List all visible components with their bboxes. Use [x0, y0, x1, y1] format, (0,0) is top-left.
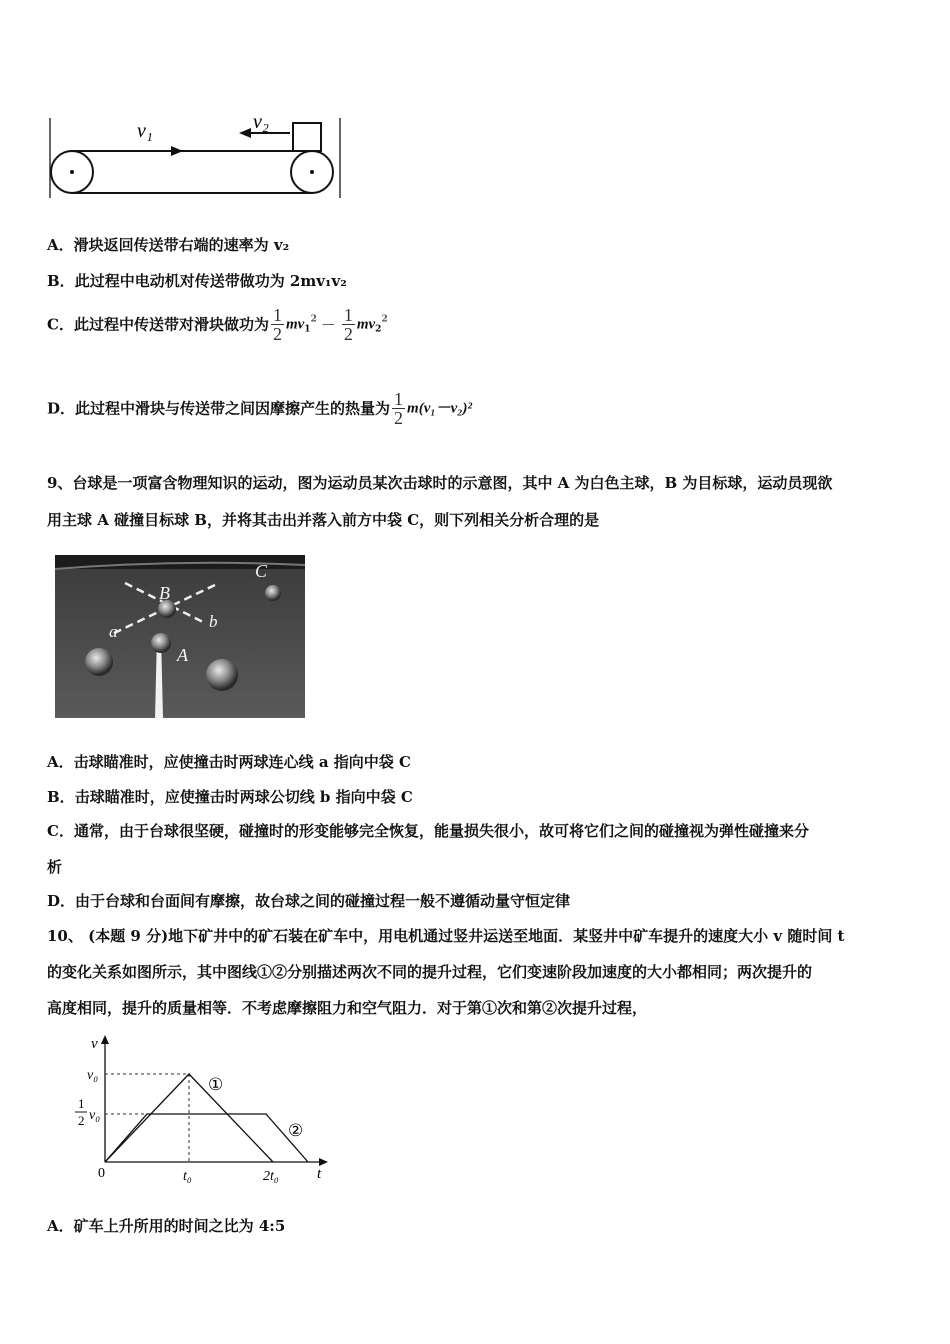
- q8-option-b: [47, 271, 347, 291]
- y-tick-v0: v₀: [87, 1068, 99, 1083]
- y-axis-label: v: [91, 1036, 98, 1052]
- option-text: 击球瞄准时，应使撞击时两球公切线 b 指向中袋 C: [74, 788, 413, 806]
- option-letter: B．: [47, 788, 75, 806]
- option-text: 由于台球和台面间有摩擦，故台球之间的碰撞过程一般不遵循动量守恒定律: [75, 892, 571, 910]
- x-tick-t0: t₀: [183, 1169, 192, 1184]
- option-letter: A．: [47, 236, 74, 254]
- q8-option-c: C．此过程中传送带对滑块做功为 $\frac{1}{2}$ $mv_1^2$ － $\frac{1}{2}$ $mv_2^2$: [47, 305, 388, 344]
- fraction-half: $\frac{1}{2}$: [272, 305, 282, 344]
- curve-2-label: ②: [288, 1121, 304, 1140]
- option-text: 击球瞄准时，应使撞击时两球连心线 a 指向中袋 C: [73, 753, 411, 771]
- option-text: 矿车上升所用的时间之比为 4:5: [73, 1217, 286, 1235]
- v2-arrowhead: [239, 128, 251, 138]
- option-letter: C．: [47, 315, 74, 334]
- option-letter: A．: [47, 753, 74, 771]
- v2-label: v₂: [253, 111, 269, 133]
- ball-left: [85, 648, 113, 676]
- label-a-line: a: [109, 622, 118, 641]
- label-b-line: b: [209, 612, 218, 631]
- y-tick-half-num: 1: [78, 1096, 85, 1111]
- option-text: 此过程中电动机对传送带做功为 2mv₁v₂: [74, 272, 347, 290]
- v1-label: v₁: [137, 120, 153, 142]
- q10-stem-line1: 10、 (本题 9 分)地下矿井中的矿石装在矿车中，用电机通过竖井运送至地面．某竖井中矿车提升的速度大小 v 随时间 t: [47, 927, 845, 945]
- q9-option-c: [47, 821, 809, 841]
- option-prefix: 此过程中传送带对滑块做功为: [73, 315, 269, 334]
- option-letter: C．: [47, 822, 74, 840]
- x-axis-label: t: [317, 1166, 322, 1182]
- q9-stem-line2: 用主球 A 碰撞目标球 B，并将其击出并落入前方中袋 C，则下列相关分析合理的是: [47, 511, 600, 529]
- label-a-ball: A: [177, 645, 188, 665]
- fraction-half: $\frac{1}{2}$: [343, 305, 353, 344]
- q9-option-d: [47, 891, 570, 911]
- vt-graph: [47, 1032, 337, 1190]
- billiards-photo: [55, 555, 305, 718]
- origin-label: 0: [98, 1166, 105, 1181]
- option-text: 滑块返回传送带右端的速率为 v₂: [73, 236, 290, 254]
- q8-option-d: D．此过程中滑块与传送带之间因摩擦产生的热量为 $\frac{1}{2}$ m(v₁－v₂)²: [47, 389, 472, 428]
- q9-stem-line1: 9、台球是一项富含物理知识的运动，图为运动员某次击球时的示意图，其中 A 为白色主球，B 为目标球，运动员现欲: [47, 474, 833, 492]
- option-letter: D．: [47, 399, 76, 418]
- option-text: 通常，由于台球很坚硬，碰撞时的形变能够完全恢复，能量损失很小，故可将它们之间的碰撞视为弹性碰撞来分: [73, 822, 809, 840]
- q10-option-a: [47, 1216, 285, 1236]
- fraction-half: $\frac{1}{2}$: [394, 389, 404, 428]
- q9-option-c-cont: 析: [47, 858, 63, 876]
- option-letter: D．: [47, 892, 76, 910]
- slider-block: [293, 123, 321, 151]
- option-letter: B．: [47, 272, 75, 290]
- ball-right: [206, 659, 238, 691]
- x-tick-2t0: 2t₀: [263, 1169, 279, 1184]
- ball-far: [265, 585, 281, 601]
- q8-option-a: [47, 235, 289, 255]
- label-c: C: [255, 561, 268, 581]
- ball-a: [151, 633, 171, 653]
- option-letter: A．: [47, 1217, 74, 1235]
- y-tick-half-var: v₀: [89, 1108, 101, 1123]
- option-prefix: 此过程中滑块与传送带之间因摩擦产生的热量为: [75, 399, 391, 418]
- q9-option-b: [47, 787, 413, 807]
- label-b: B: [159, 583, 170, 603]
- curve-1-label: ①: [208, 1075, 224, 1094]
- conveyor-belt-figure: [45, 110, 345, 205]
- q10-stem-line2: 的变化关系如图所示，其中图线①②分别描述两次不同的提升过程，它们变速阶段加速度的大小都相同；两次提升的: [47, 963, 813, 981]
- v1-arrowhead: [171, 146, 183, 156]
- y-tick-half-den: 2: [78, 1113, 85, 1128]
- q9-option-a: [47, 752, 411, 772]
- curve-2: [105, 1114, 308, 1162]
- q10-stem-line3: 高度相同，提升的质量相等．不考虑摩擦阻力和空气阻力．对于第①次和第②次提升过程，: [47, 999, 648, 1017]
